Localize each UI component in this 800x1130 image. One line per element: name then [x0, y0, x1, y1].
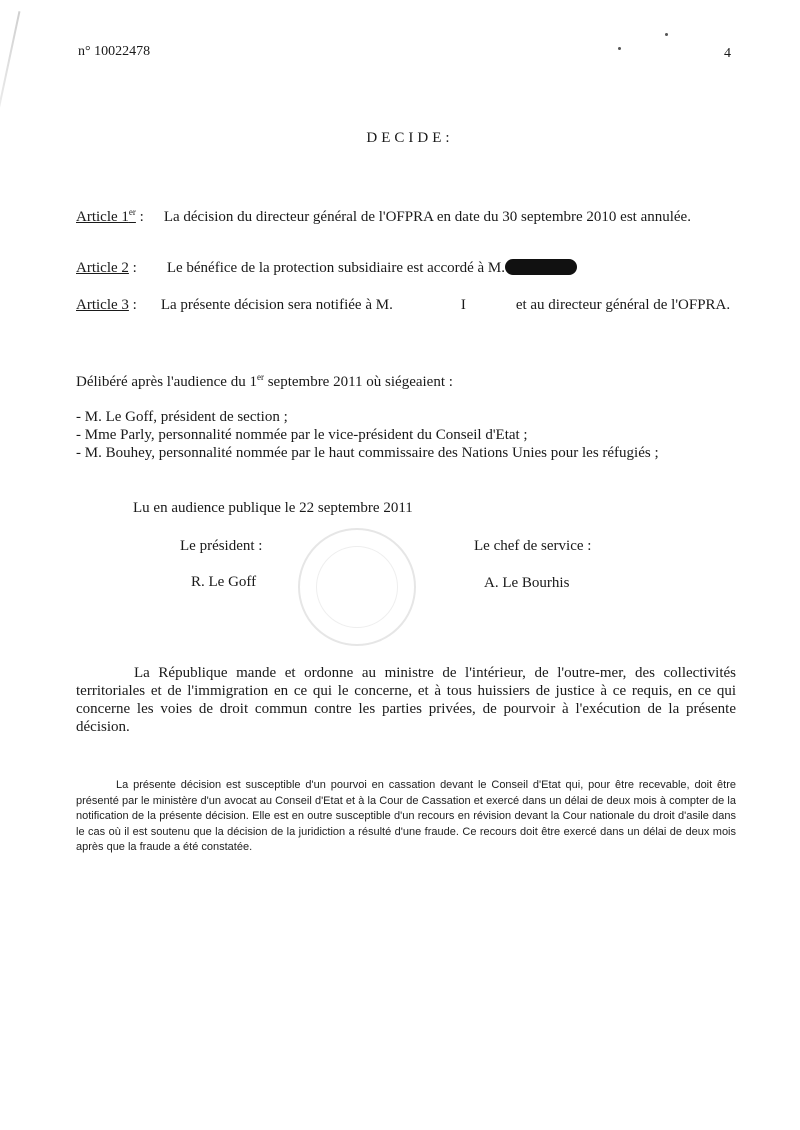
article-2-text: Le bénéfice de la protection subsidiaire est accordé à M.	[166, 260, 506, 276]
appeal-notice: La présente décision est susceptible d'un pourvoi en cassation devant le Conseil d'Etat qui, pour être recevable, doit être présenté par le ministère d'un avocat au Conseil d'Etat et à la Cour de Cassation et exercé dans un délai de deux mois à compter de la notification de la présente décision. Elle est en outre susceptible d'un recours en révision devant la Cour nationale du droit d'asile dans le cas où il est soutenu que la décision de la juridiction a résulté d'une fraude. Ce recours doit être exercé dans un délai de deux mois après que la fraude a été constatée.	[76, 779, 736, 853]
decision-heading: DECIDE:	[366, 130, 454, 146]
public-reading: Lu en audience publique le 22 septembre 2011	[133, 500, 413, 516]
scan-artifact	[0, 11, 20, 129]
chief-title: Le chef de service :	[474, 538, 592, 554]
article-3-label: Article 3	[76, 297, 129, 313]
redacted-name	[505, 259, 577, 275]
chief-name: A. Le Bourhis	[484, 575, 570, 591]
article-2-colon: :	[128, 260, 137, 276]
article-3	[76, 297, 738, 314]
article-3-text-after: et au directeur général de l'OFPRA.	[515, 297, 731, 313]
official-seal-stamp	[298, 528, 416, 646]
article-2	[76, 259, 738, 277]
article-3-colon: :	[128, 297, 137, 313]
president-title: Le président :	[180, 538, 263, 554]
deliberation-line: Délibéré après l'audience du 1er septembre 2011 où siégeaient :	[76, 372, 453, 390]
article-2-label: Article 2	[76, 260, 129, 276]
member-item: - Mme Parly, personnalité nommée par le vice-président du Conseil d'Etat ;	[76, 427, 528, 443]
article-1-text: La décision du directeur général de l'OFPRA en date du 30 septembre 2010 est annulée.	[163, 209, 691, 225]
page-number: 4	[724, 46, 731, 61]
member-item: - M. Le Goff, président de section ;	[76, 409, 288, 425]
article-1-colon: :	[135, 209, 144, 225]
article-1	[76, 204, 738, 226]
executory-formula: La République mande et ordonne au ministre de l'intérieur, de l'outre-mer, des collectivités territoriales et de l'immigration en ce qui le concerne, et à tous huissiers de justice à ce requis, en ce qui concerne les voies de droit commun contre les parties privées, de pourvoir à l'exécution de la présente décision.	[76, 665, 736, 735]
scan-speck	[618, 47, 621, 50]
scan-speck	[665, 33, 668, 36]
article-1-label: Article 1er	[76, 207, 136, 225]
member-item: - M. Bouhey, personnalité nommée par le haut commissaire des Nations Unies pour les réfugiés ;	[76, 445, 659, 461]
article-3-text-before: La présente décision sera notifiée à M.	[160, 297, 393, 313]
file-number: n° 10022478	[78, 44, 151, 59]
members-list	[76, 408, 659, 462]
president-name: R. Le Goff	[191, 574, 257, 590]
article-3-text-mid: I	[460, 297, 466, 313]
